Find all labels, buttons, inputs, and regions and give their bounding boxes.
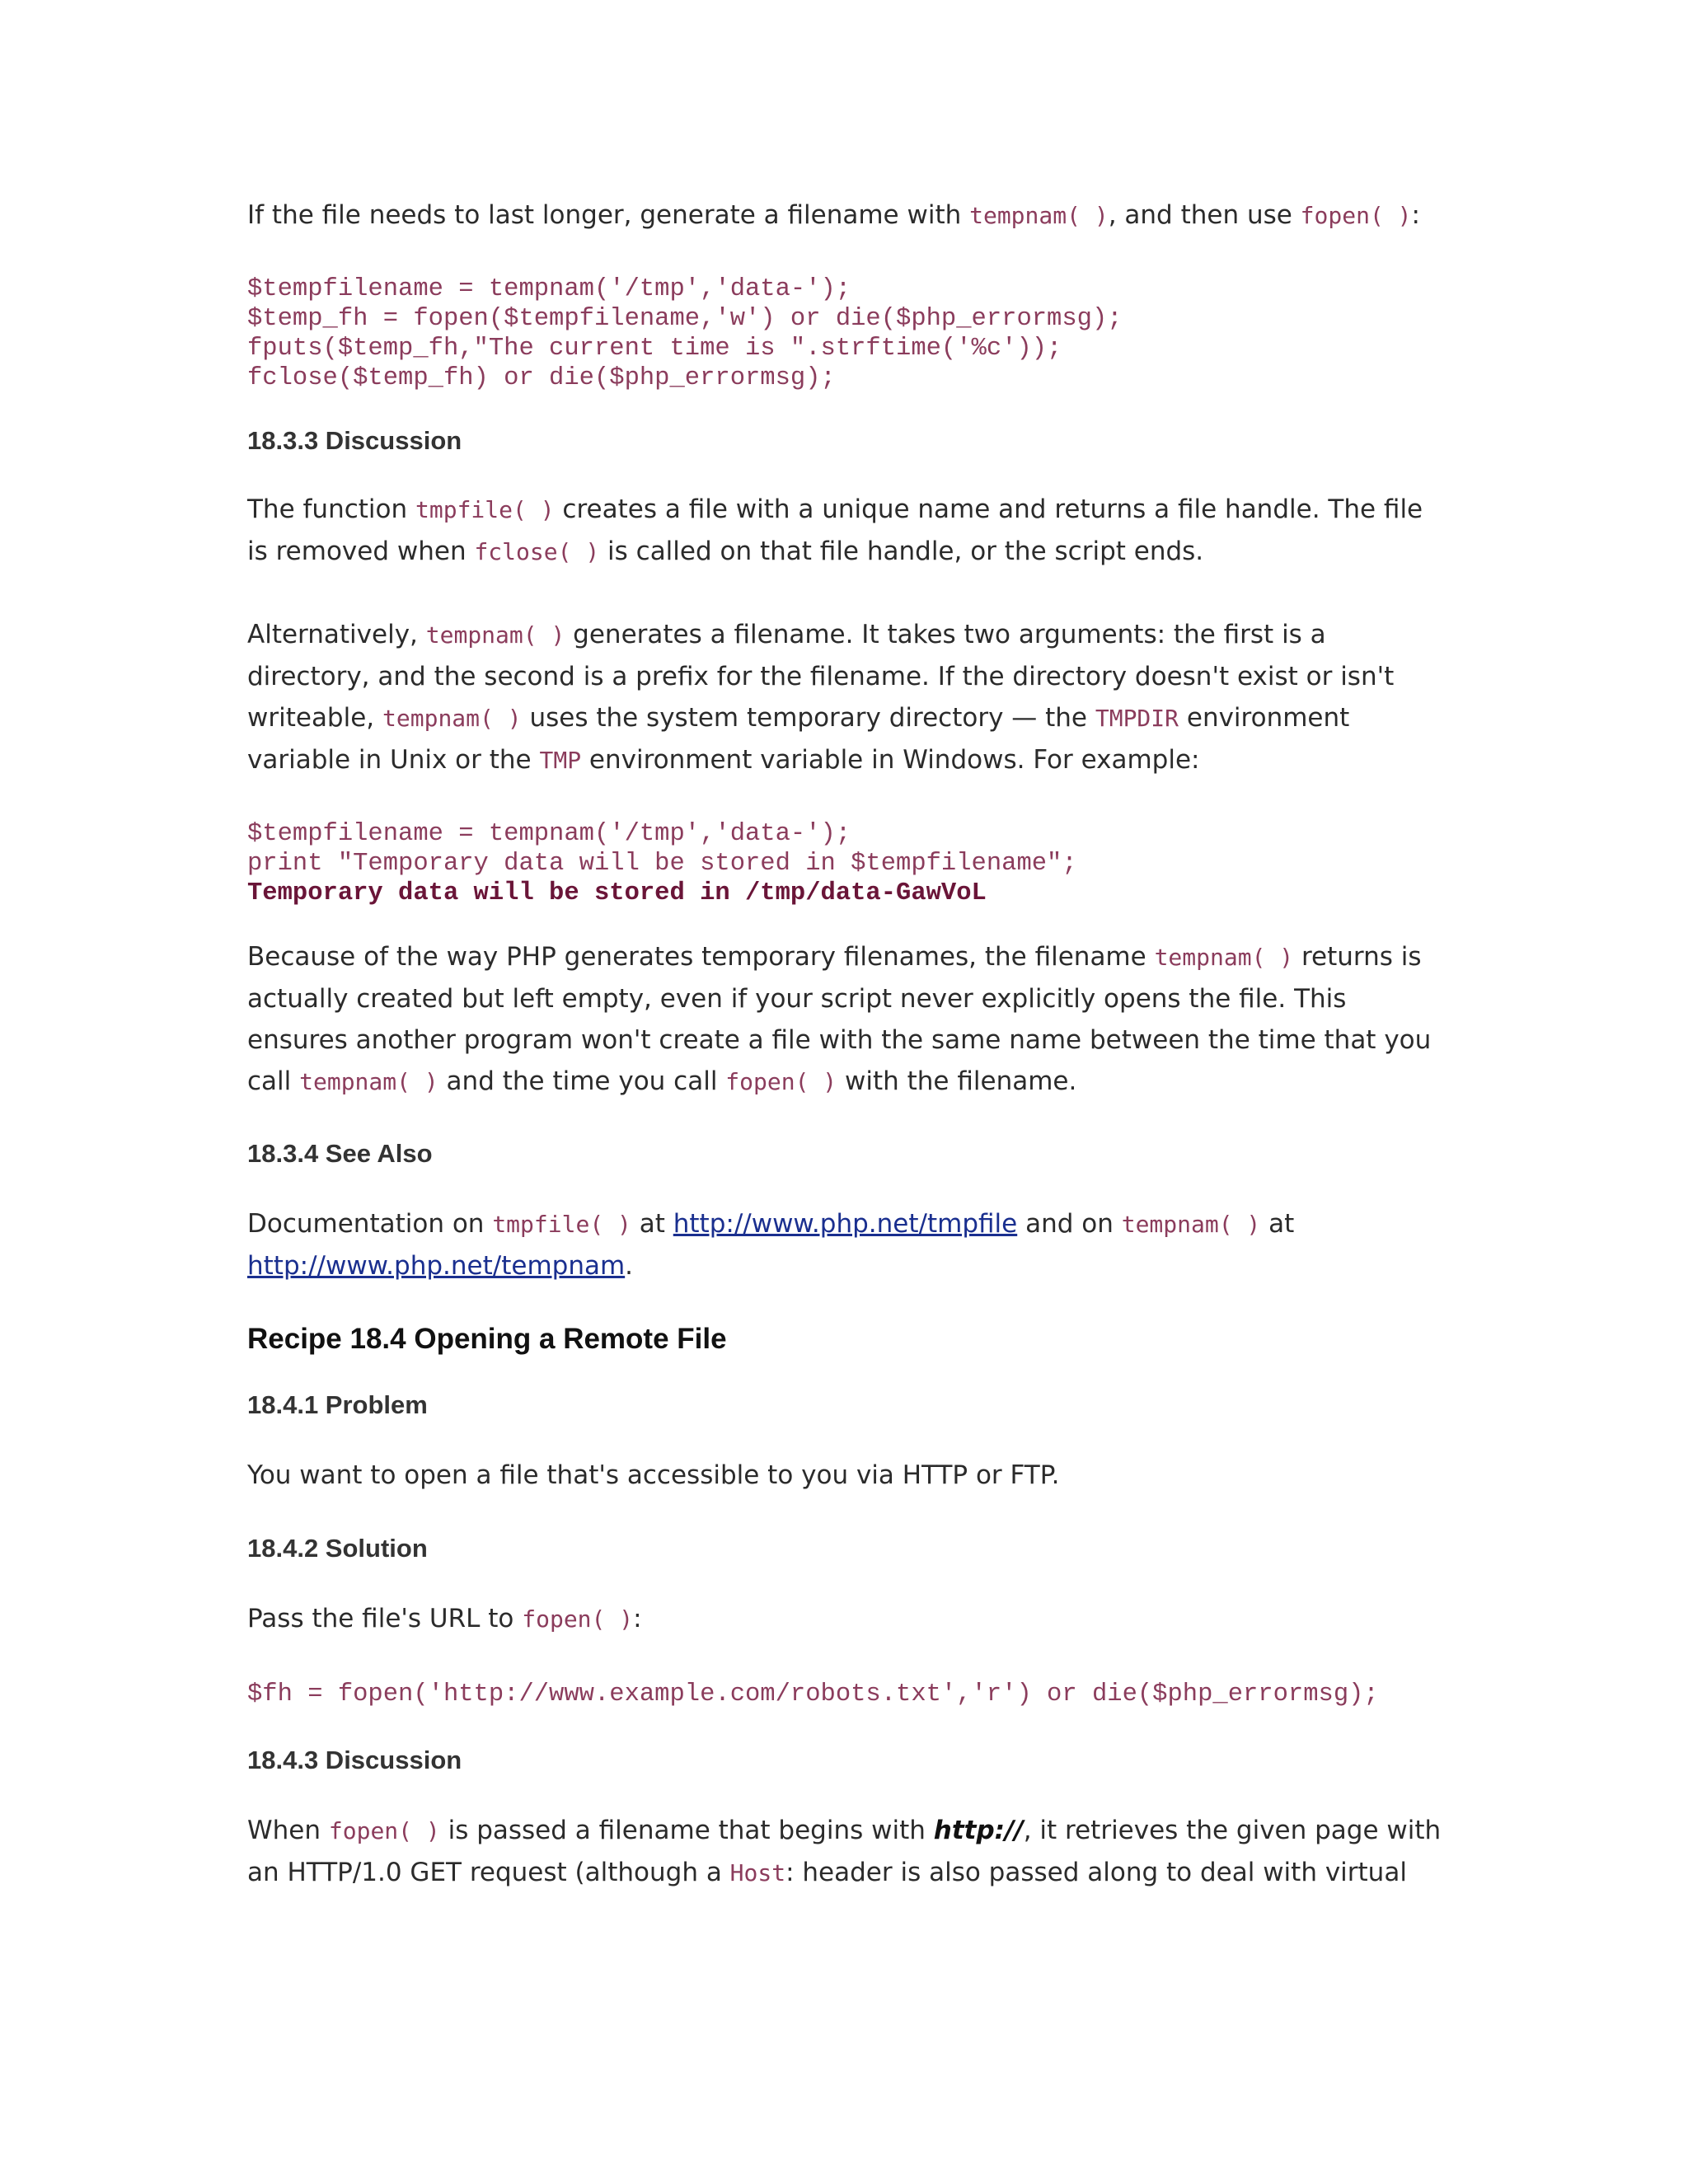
inline-code-host: Host [729, 1859, 786, 1886]
paragraph-http-discussion [247, 1810, 1451, 1894]
heading-18-3-4: 18.3.4 See Also [247, 1139, 433, 1168]
text: : header is also passed along to deal with virtual [785, 1858, 1407, 1887]
inline-code-tempnam: tempnam( ) [1121, 1211, 1261, 1238]
inline-code-tmp: TMP [539, 747, 582, 774]
text: and the time you call [438, 1066, 726, 1096]
inline-code-fopen: fopen( ) [1300, 202, 1412, 229]
document-page [247, 194, 1451, 1894]
heading-18-4-2: 18.4.2 Solution [247, 1534, 428, 1563]
text: Pass the file's URL to [247, 1604, 523, 1633]
text: generates a filename. It takes two arguments: the first is a directory, and the second is a prefix for the filename. If the directory doesn't exist or isn't writeable, [247, 620, 1395, 733]
recipe-title: Recipe 18.4 Opening a Remote File [247, 1323, 727, 1355]
text: uses the system temporary directory — the [521, 703, 1095, 733]
inline-code-fclose: fclose( ) [474, 538, 600, 565]
text: , and then use [1108, 200, 1301, 230]
text: at [631, 1209, 673, 1239]
text: environment variable in Unix or the [247, 703, 1350, 775]
code-line: fputs($temp_fh,"The current time is ".strftime('%c')); [247, 335, 1062, 363]
paragraph-problem: You want to open a file that's accessible to you via HTTP or FTP. [247, 1460, 1060, 1490]
text: : [633, 1604, 642, 1633]
text: Alternatively, [247, 620, 426, 649]
heading-18-4-1: 18.4.1 Problem [247, 1390, 428, 1419]
code-block-fopen-url [247, 1680, 1451, 1709]
text: Because of the way PHP generates temporary filenames, the filename [247, 942, 1155, 972]
paragraph-solution [247, 1598, 1451, 1640]
code-line: fclose($temp_fh) or die($php_errormsg); [247, 364, 836, 392]
text: creates a file with a unique name and returns a file handle. The file is removed when [247, 494, 1423, 566]
code-block-tempnam [247, 274, 1451, 393]
inline-code-tempnam: tempnam( ) [299, 1068, 438, 1095]
text: Documentation on [247, 1209, 493, 1239]
inline-code-tmpdir: TMPDIR [1095, 705, 1179, 732]
inline-code-tempnam: tempnam( ) [1154, 944, 1294, 971]
text: is passed a filename that begins with [439, 1816, 934, 1845]
heading-18-3-3: 18.3.3 Discussion [247, 426, 462, 455]
paragraph-tempnam-args [247, 614, 1451, 781]
text: with the filename. [837, 1066, 1077, 1096]
code-line: $temp_fh = fopen($tempfilename,'w') or die($php_errormsg); [247, 305, 1123, 333]
code-line: $fh = fopen('http://www.example.com/robots.txt','r') or die($php_errormsg); [247, 1680, 1379, 1708]
text: and on [1017, 1209, 1122, 1239]
inline-code-fopen: fopen( ) [328, 1817, 440, 1844]
text: If the file needs to last longer, generate a filename with [247, 200, 970, 230]
text: . [625, 1251, 634, 1281]
text: is called on that file handle, or the script ends. [599, 537, 1204, 566]
paragraph-tempnam-created [247, 936, 1451, 1103]
inline-code-fopen: fopen( ) [522, 1605, 634, 1633]
inline-code-fopen: fopen( ) [725, 1068, 837, 1095]
paragraph-see-also [247, 1203, 1451, 1286]
text: at [1260, 1209, 1295, 1239]
paragraph-tmpfile [247, 489, 1451, 573]
code-line: print "Temporary data will be stored in $tempfilename"; [247, 850, 1077, 878]
text: : [1411, 200, 1420, 230]
inline-code-tmpfile: tmpfile( ) [415, 496, 555, 523]
code-line: $tempfilename = tempnam('/tmp','data-'); [247, 275, 851, 303]
text: The function [247, 494, 415, 524]
inline-code-tempnam: tempnam( ) [425, 621, 565, 649]
heading-18-4-3: 18.4.3 Discussion [247, 1746, 462, 1774]
code-output-line: Temporary data will be stored in /tmp/data-GawVoL [247, 879, 987, 907]
link-tmpfile-docs[interactable]: http://www.php.net/tmpfile [673, 1209, 1018, 1239]
inline-code-tempnam: tempnam( ) [969, 202, 1109, 229]
text: , it retrieves the given page with an HTTP/1.0 GET request (although a [247, 1816, 1442, 1887]
inline-code-tempnam: tempnam( ) [382, 705, 522, 732]
code-block-print-example [247, 819, 1451, 908]
code-line: $tempfilename = tempnam('/tmp','data-'); [247, 820, 851, 848]
link-tempnam-docs[interactable]: http://www.php.net/tempnam [247, 1251, 626, 1281]
text: When [247, 1816, 329, 1845]
inline-code-tmpfile: tmpfile( ) [492, 1211, 631, 1238]
text: environment variable in Windows. For example: [581, 745, 1200, 775]
emphasis-http: http:// [933, 1816, 1024, 1845]
text: returns is actually created but left empty, even if your script never explicitly opens the file. This ensures another program won't create a file with the same name between the time that you call [247, 942, 1432, 1096]
paragraph-tempnam-intro [247, 194, 1434, 237]
